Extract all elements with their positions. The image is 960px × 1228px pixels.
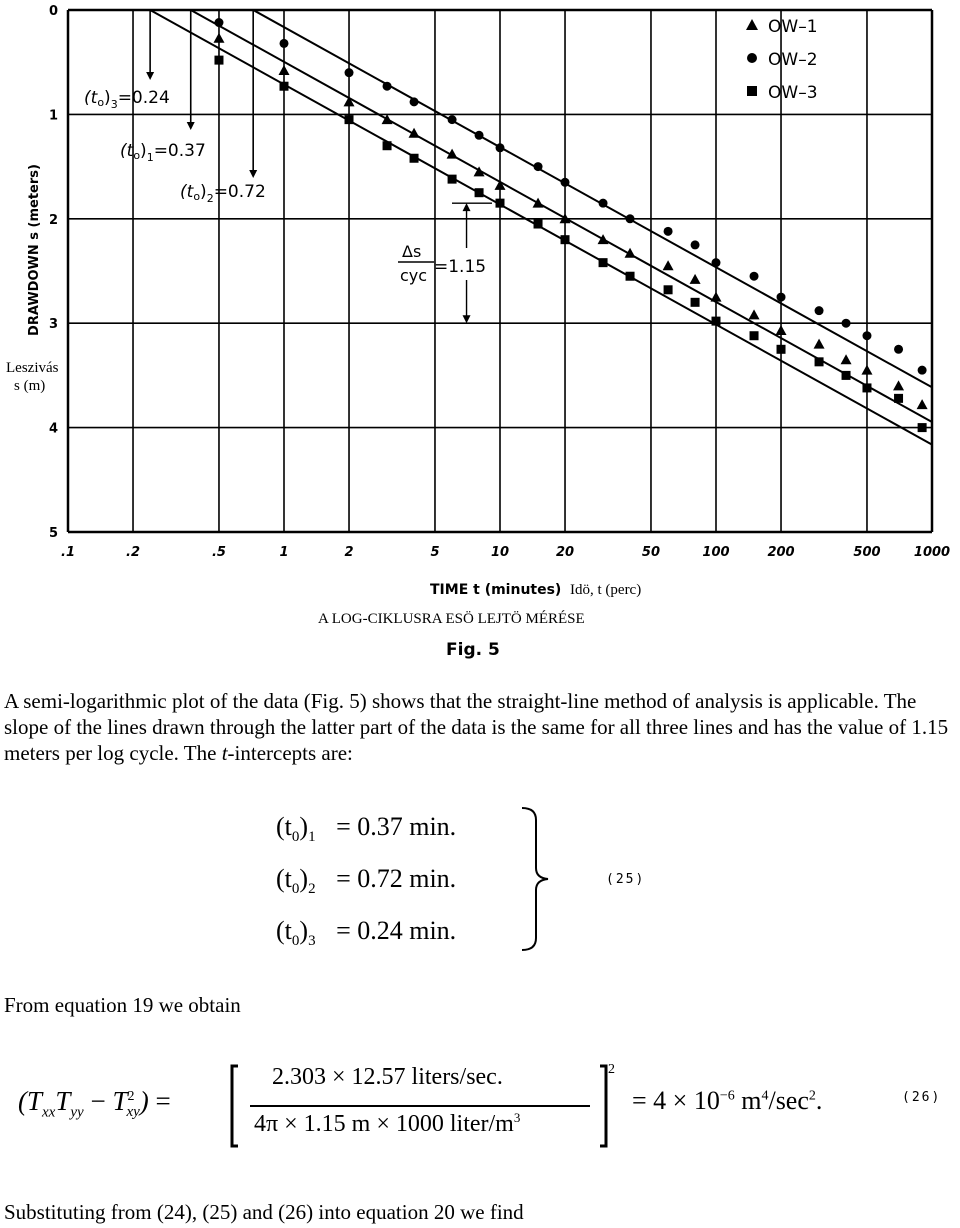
eq26-unit2: /sec (768, 1086, 809, 1115)
data-point-circle (475, 131, 484, 140)
data-point-triangle (213, 33, 224, 43)
eq25-idx: 1 (308, 829, 316, 846)
data-point-square (534, 220, 543, 229)
paragraph-intro-b: -intercepts are: (227, 741, 353, 765)
data-point-triangle (776, 325, 787, 335)
data-point-circle (534, 162, 543, 171)
data-point-circle (664, 227, 673, 236)
data-point-circle (280, 39, 289, 48)
data-point-square (561, 235, 570, 244)
data-point-square (410, 154, 419, 163)
intercept-label: $(to)_1=0.37$ (120, 141, 206, 164)
y-tick-label: 4 (48, 421, 58, 437)
eq25-sub: 0 (291, 933, 300, 950)
paragraph-intro-a: A semi-logarithmic plot of the data (Fig. 5) shows that the straight-line method of analysis is applicable. The slope of the lines drawn through the latter part of the data is the same for all three lines and has the value of 1.15 meters per log cycle. The (4, 689, 949, 765)
intercept-arrow-head (249, 170, 257, 178)
eq25-idx: 3 (308, 933, 316, 950)
data-point-triangle (344, 96, 355, 106)
data-point-square (280, 82, 289, 91)
slope-arrowhead-up (463, 203, 471, 211)
eq25-lhs: (t (276, 916, 292, 945)
data-point-circle (383, 82, 392, 91)
data-point-triangle (749, 309, 760, 319)
y-axis-label: DRAWDOWN s (meters) (27, 164, 42, 336)
data-point-square (496, 199, 505, 208)
eq26-unit-exp: 4 (761, 1088, 769, 1104)
data-point-triangle (814, 339, 825, 349)
data-point-circle (599, 199, 608, 208)
data-point-triangle (533, 198, 544, 208)
data-point-square (894, 394, 903, 403)
data-point-triangle (382, 114, 393, 124)
y-tick-label: 1 (48, 108, 58, 124)
x-tick-label: .1 (61, 545, 75, 560)
slope-numerator: Δs (402, 242, 422, 261)
legend-label: OW–3 (768, 83, 818, 103)
eq25-row-1: $(t_0)_1 = 0.37$ min. (276, 812, 457, 846)
y-axis-label-hu-2: s (m) (14, 378, 46, 394)
eq26-rhs: = $4 \times 10^{-6}$ $m^4/\sec^2$. (632, 1086, 823, 1115)
eq25-idx: 2 (308, 881, 316, 898)
data-point-square (712, 317, 721, 326)
data-point-square (448, 175, 457, 184)
figure-label: Fig. 5 (446, 640, 500, 660)
data-point-circle (410, 97, 419, 106)
eq25-rhs: = 0.24 min. (336, 916, 457, 945)
intercept-label: $(to)_2=0.72$ (180, 182, 266, 205)
data-point-circle (894, 345, 903, 354)
x-tick-label: 10 (490, 545, 510, 560)
data-point-circle (345, 68, 354, 77)
paragraph-substituting: Substituting from (24), (25) and (26) into equation 20 we find (4, 1200, 524, 1224)
data-point-square (777, 345, 786, 354)
x-axis-label-hu: Idö, t (perc) (570, 582, 642, 598)
data-point-square (626, 272, 635, 281)
eq25-lhs: (t (276, 812, 292, 841)
eq25-number: (25) (606, 872, 646, 887)
paragraph-intro (4, 688, 954, 766)
data-point-triangle (841, 354, 852, 364)
data-point-circle (214, 18, 223, 27)
data-point-circle (862, 331, 871, 340)
data-point-triangle (598, 234, 609, 244)
paragraph-from-eq19: From equation 19 we obtain (4, 993, 241, 1017)
eq26-denominator: 4π × 1.15 m × 1000 liter/$m^3$ (254, 1110, 521, 1137)
x-axis-label: TIME t (minutes) (430, 582, 562, 598)
data-point-square (842, 371, 851, 380)
data-point-circle (626, 214, 635, 223)
eq26-unit2-exp: 2 (808, 1088, 816, 1104)
x-tick-label: 500 (853, 545, 881, 560)
eq26-exp: −6 (719, 1088, 735, 1104)
intercept-arrow-head (146, 72, 154, 80)
data-point-triangle (917, 399, 928, 409)
x-tick-label: 1000 (913, 545, 951, 560)
data-point-square (345, 115, 354, 124)
data-point-triangle (279, 65, 290, 75)
eq26-lhs: $(T_{xx}T_{yy} - T^2_{xy})$ = (18, 1086, 171, 1121)
data-point-square (475, 188, 484, 197)
x-tick-label: 200 (767, 545, 795, 560)
data-point-circle (842, 319, 851, 328)
eq25-sub: 0 (291, 881, 300, 898)
x-tick-label: 50 (641, 545, 661, 560)
eq25-rhs: = 0.37 min. (336, 812, 457, 841)
data-point-triangle (690, 274, 701, 284)
legend-label: OW–2 (768, 50, 818, 70)
chart-subtitle-hu: A LOG-CIKLUSRA ESÖ LEJTÖ MÉRÉSE (318, 611, 585, 627)
data-point-square (862, 383, 871, 392)
eq25-row-3: $(t_0)_3 = 0.24$ min. (276, 916, 457, 950)
data-point-square (815, 357, 824, 366)
y-tick-label: 0 (48, 4, 58, 19)
eq25-row-2: $(t_0)_2 = 0.72$ min. (276, 864, 457, 898)
data-point-triangle (861, 365, 872, 375)
paragraph-intro-t: t (221, 741, 228, 765)
eq25-rhs: = 0.72 min. (336, 864, 457, 893)
eq26-unit: m (734, 1086, 762, 1115)
eq25-sub: 0 (291, 829, 300, 846)
x-tick-label: .2 (126, 545, 141, 560)
legend-label: OW–1 (768, 17, 818, 37)
data-point-circle (691, 240, 700, 249)
data-point-circle (448, 115, 457, 124)
eq25-brace (518, 806, 554, 952)
y-axis-label-hu-1: Leszivás (6, 360, 59, 376)
x-tick-label: 2 (344, 545, 354, 560)
intercept-label: $(to)_3=0.24$ (84, 88, 170, 111)
x-tick-label: 100 (702, 545, 730, 560)
data-point-circle (750, 272, 759, 281)
data-point-triangle (893, 380, 904, 390)
x-tick-label: 20 (555, 545, 575, 560)
data-point-square (918, 423, 927, 432)
data-point-circle (561, 178, 570, 187)
slope-value: =1.15 (434, 257, 487, 277)
x-tick-label: .5 (211, 545, 226, 560)
data-point-circle (747, 53, 757, 63)
data-point-circle (712, 258, 721, 267)
eq26-denominator-text: 4π × 1.15 m × 1000 liter/m (254, 1111, 514, 1137)
data-point-circle (777, 293, 786, 302)
eq26-numerator: 2.303 × 12.57 liters/sec. (272, 1064, 503, 1090)
data-point-square (214, 56, 223, 65)
x-tick-label: 1 (279, 545, 289, 560)
x-tick-label: 5 (430, 545, 440, 560)
eq26-square: 2 (608, 1062, 615, 1077)
intercept-arrow-head (187, 122, 195, 130)
data-point-square (599, 258, 608, 267)
data-point-triangle (746, 19, 758, 30)
eq26-rhs-text: = 4 × 10 (632, 1086, 720, 1115)
data-points (213, 18, 927, 432)
chart-legend (746, 17, 818, 103)
eq26-number: (26) (902, 1090, 942, 1105)
data-point-circle (496, 143, 505, 152)
y-tick-label: 3 (48, 317, 58, 333)
eq25-lhs: (t (276, 864, 292, 893)
data-point-triangle (663, 260, 674, 270)
data-point-square (750, 331, 759, 340)
y-tick-label: 2 (48, 212, 58, 228)
data-point-circle (815, 306, 824, 315)
data-point-triangle (711, 292, 722, 302)
slope-denominator: cyc (400, 266, 428, 285)
y-tick-label: 5 (48, 526, 58, 541)
data-point-square (691, 298, 700, 307)
slope-arrowhead-down (463, 315, 471, 323)
fit-line (253, 10, 932, 387)
data-point-square (664, 285, 673, 294)
data-point-square (747, 86, 757, 96)
data-point-square (383, 141, 392, 150)
data-point-circle (918, 366, 927, 375)
